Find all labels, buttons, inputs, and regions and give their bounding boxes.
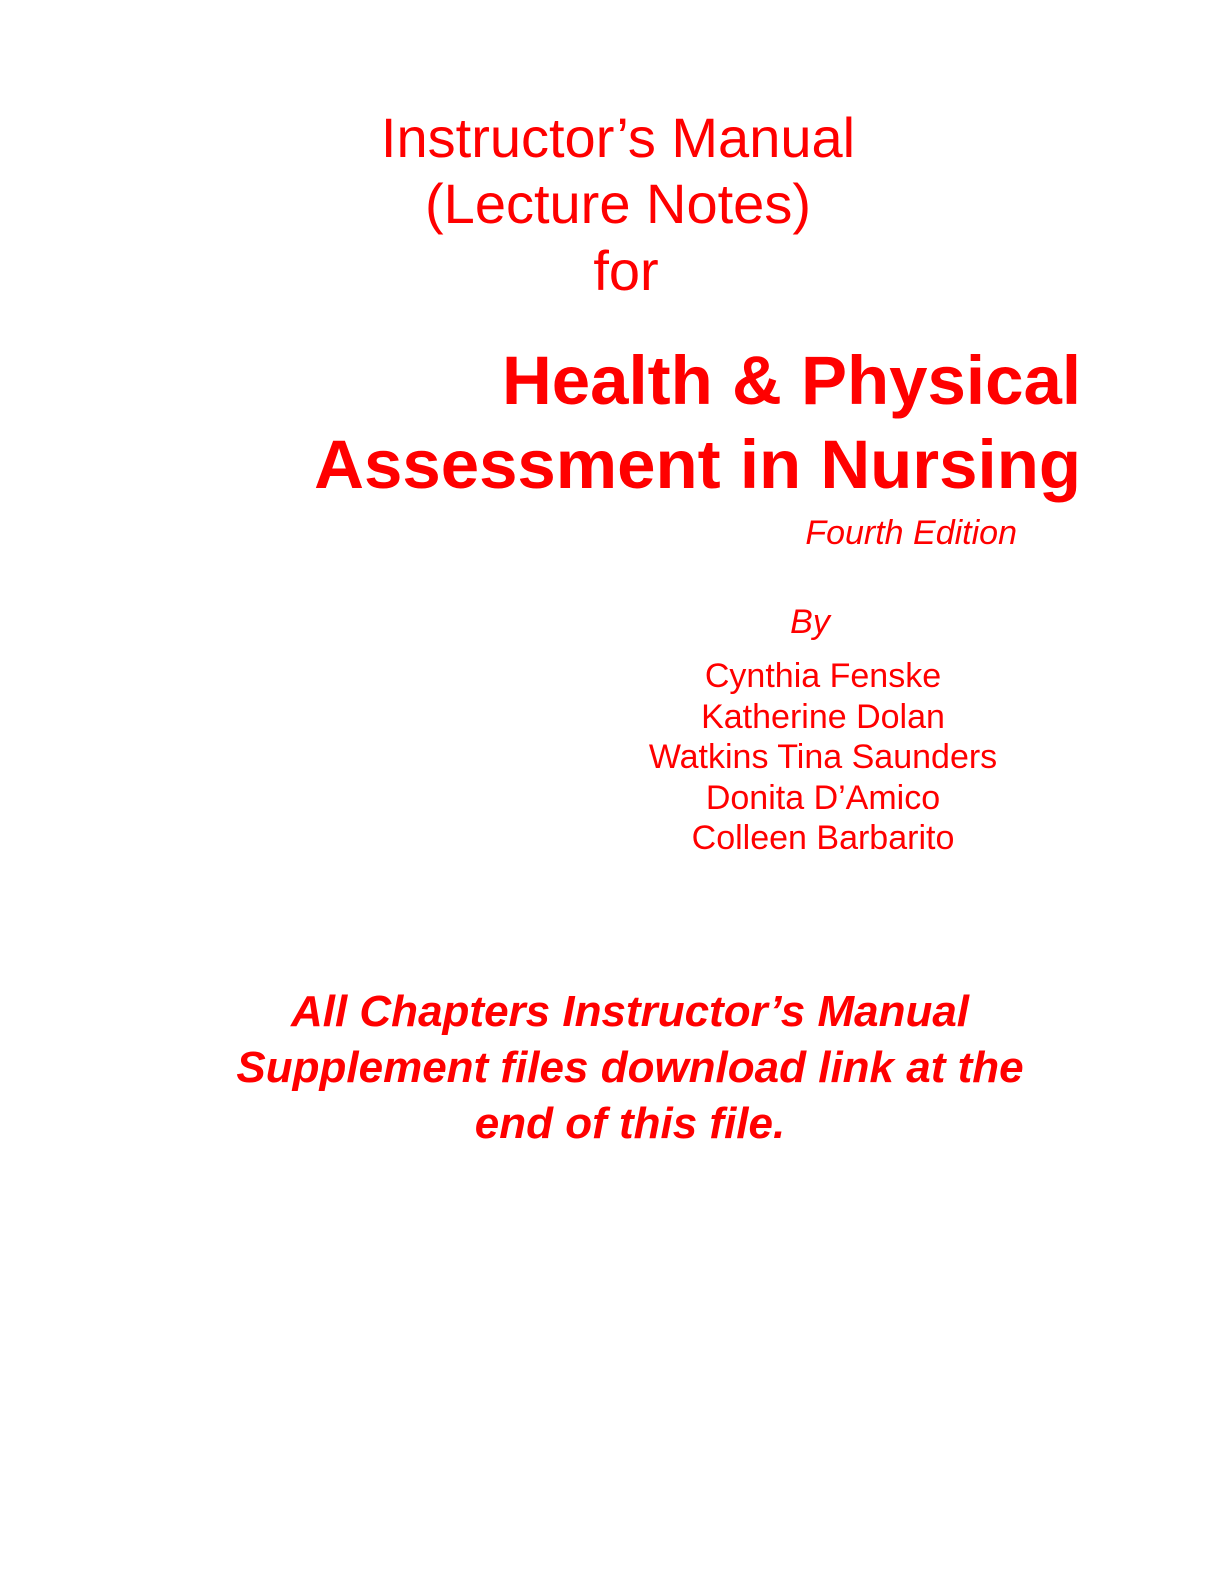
author-2: Katherine Dolan	[701, 698, 945, 736]
author-4: Donita D’Amico	[705, 779, 941, 817]
author-5: Colleen Barbarito	[691, 819, 955, 857]
book-title-line-1: Health & Physical	[501, 342, 1081, 419]
author-3: Watkins Tina Saunders	[648, 738, 998, 776]
subtitle-line-1: Instructor’s Manual	[380, 106, 856, 169]
edition-label: Fourth Edition	[805, 514, 1017, 552]
book-title-line-2: Assessment in Nursing	[314, 426, 1081, 503]
author-1: Cynthia Fenske	[704, 657, 942, 695]
subtitle-line-3: for	[593, 239, 659, 302]
subtitle-line-2: (Lecture Notes)	[425, 172, 811, 235]
download-note-line-1: All Chapters Instructor’s Manual	[290, 987, 970, 1036]
download-note-line-3: end of this file.	[474, 1099, 786, 1148]
download-note-line-2: Supplement files download link at the	[236, 1043, 1024, 1092]
by-label: By	[790, 603, 830, 641]
